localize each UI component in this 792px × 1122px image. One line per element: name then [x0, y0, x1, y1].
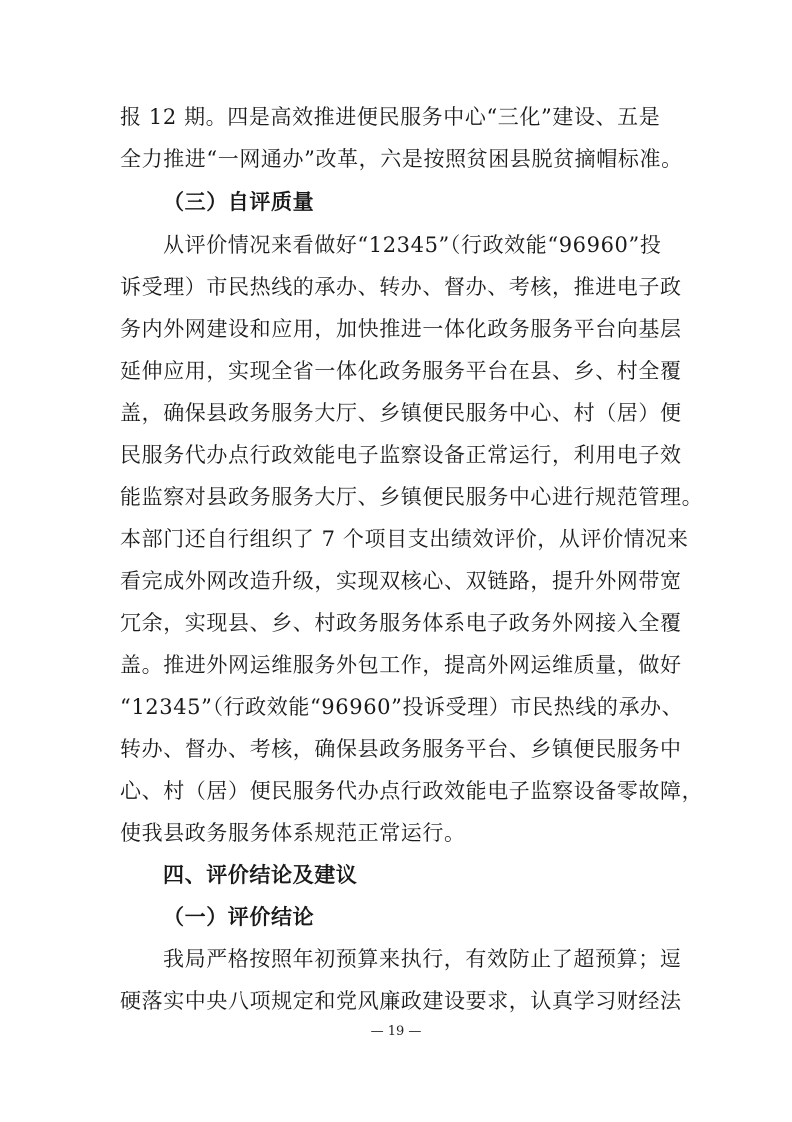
paragraph-line: 诉受理）市民热线的承办、转办、督办、考核，推进电子政	[120, 275, 682, 299]
page-number: — 19 —	[370, 1024, 422, 1039]
paragraph-line: 使我县政务服务体系规范正常运行。	[120, 821, 466, 845]
paragraph-line: 盖。推进外网运维服务外包工作，提高外网运维质量，做好	[120, 653, 682, 677]
section-heading-conclusions: 四、评价结论及建议	[163, 862, 358, 887]
section-heading-self-evaluation: （三）自评质量	[163, 189, 315, 214]
paragraph-line: 本部门还自行组织了 7 个项目支出绩效评价，从评价情况来	[120, 527, 689, 551]
paragraph-line: “12345”（行政效能“96960”投诉受理）市民热线的承办、	[120, 695, 684, 719]
subsection-heading-conclusion: （一）评价结论	[163, 904, 315, 929]
paragraph-line: 延伸应用，实现全省一体化政务服务平台在县、乡、村全覆	[120, 359, 682, 383]
paragraph-line: 看完成外网改造升级，实现双核心、双链路，提升外网带宽	[120, 569, 682, 593]
paragraph-line: 硬落实中央八项规定和党风廉政建设要求，认真学习财经法	[120, 989, 682, 1013]
paragraph-line: 我局严格按照年初预算来执行，有效防止了超预算；逗	[163, 947, 682, 971]
paragraph-line: 从评价情况来看做好“12345”（行政效能“96960”投	[163, 233, 662, 257]
paragraph-line: 务内外网建设和应用，加快推进一体化政务服务平台向基层	[120, 317, 682, 341]
paragraph-line: 能监察对县政务服务大厅、乡镇便民服务中心进行规范管理。	[120, 485, 704, 509]
paragraph-line: 心、村（居）便民服务代办点行政效能电子监察设备零故障，	[120, 779, 704, 803]
body-line-1: 报 12 期。四是高效推进便民服务中心“三化”建设、五是	[120, 105, 661, 129]
paragraph-line: 民服务代办点行政效能电子监察设备正常运行，利用电子效	[120, 443, 682, 467]
paragraph-line: 盖，确保县政务服务大厅、乡镇便民服务中心、村（居）便	[120, 401, 682, 425]
body-line-2: 全力推进“一网通办”改革，六是按照贫困县脱贫摘帽标准。	[120, 147, 683, 171]
paragraph-line: 冗余，实现县、乡、村政务服务体系电子政务外网接入全覆	[120, 611, 682, 635]
paragraph-line: 转办、督办、考核，确保县政务服务平台、乡镇便民服务中	[120, 737, 682, 761]
